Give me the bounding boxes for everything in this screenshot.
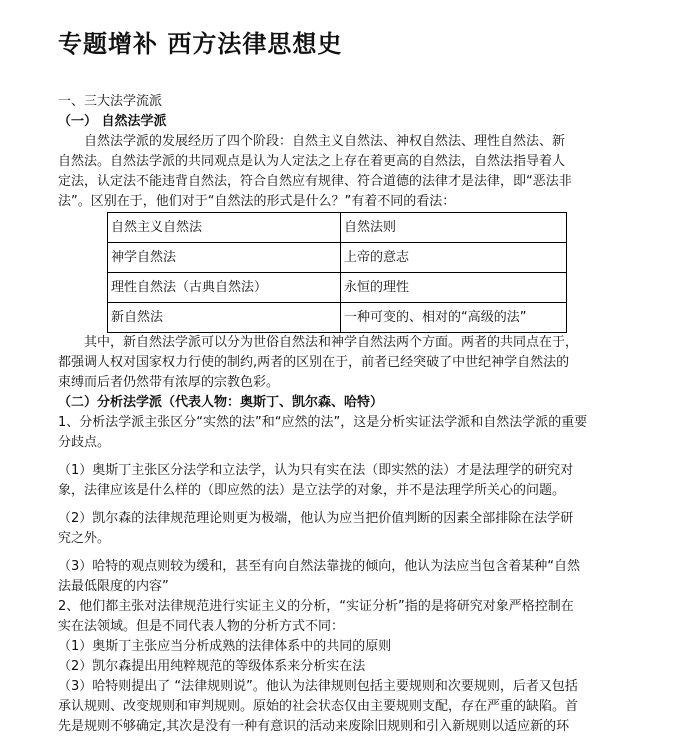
table-cell: 理性自然法（古典自然法） bbox=[108, 273, 341, 303]
subsection-heading-analytical-law: （二）分析法学派（代表人物：奥斯丁、凯尔森、哈特） bbox=[58, 395, 384, 410]
paragraph-line: （3）哈特的观点则较为缓和，甚至有向自然法靠拢的倾向，他认为法应当包含着某种“自然 bbox=[58, 559, 581, 574]
paragraph-line: 承认规则、改变规则和审判规则。原始的社会状态仅由主要规则支配，存在严重的缺陷。首 bbox=[58, 699, 579, 714]
list-item bbox=[58, 557, 620, 597]
list-item bbox=[58, 509, 620, 549]
page-title: 专题增补 西方法律思想史 bbox=[58, 30, 343, 58]
paragraph-line: 分歧点。 bbox=[58, 435, 111, 450]
table-row bbox=[108, 243, 567, 273]
natural-law-paragraph bbox=[58, 132, 620, 212]
list-item bbox=[58, 461, 620, 501]
paragraph-line: 实在法领域。但是不同代表人物的分析方式不同： bbox=[58, 619, 345, 634]
table-row bbox=[108, 303, 567, 333]
paragraph-line: 象，法律应该是什么样的（即应然的法）是立法学的对象，并不是法理学所关心的问题。 bbox=[58, 483, 566, 498]
section-heading: 一、三大法学流派 bbox=[58, 94, 163, 109]
paragraph-line: 其中，新自然法学派可以分为世俗自然法和神学自然法两个方面。两者的共同点在于， bbox=[84, 335, 579, 350]
paragraph-line: （1）奥斯丁主张区分法学和立法学，认为只有实在法（即实然的法）才是法理学的研究对 bbox=[58, 463, 574, 478]
natural-law-comparison-table bbox=[107, 212, 567, 333]
table-cell: 新自然法 bbox=[108, 303, 341, 333]
document-body bbox=[58, 92, 620, 737]
list-item: （1）奥斯丁主张应当分析成熟的法律体系中的共同的原则 bbox=[58, 639, 392, 654]
table-cell: 神学自然法 bbox=[108, 243, 341, 273]
table-cell: 永恒的理性 bbox=[341, 273, 567, 303]
list-item: （2）凯尔森提出用纯粹规范的等级体系来分析实在法 bbox=[58, 659, 366, 674]
paragraph-line: 究之外。 bbox=[58, 531, 111, 546]
table-cell: 自然主义自然法 bbox=[108, 213, 341, 243]
paragraph-line: 自然法。自然法学派的共同观点是认为人定法之上存在着更高的自然法，自然法指导着人 bbox=[58, 154, 566, 169]
table-row bbox=[108, 273, 567, 303]
paragraph-line: 法”。区别在于，他们对于“自然法的形式是什么？”有着不同的看法： bbox=[58, 194, 456, 209]
paragraph-line: （2）凯尔森的法律规范理论则更为极端，他认为应当把价值判断的因素全部排除在法学研 bbox=[58, 511, 574, 526]
paragraph-line: 1、分析法学派主张区分“实然的法”和“应然的法”，这是分析实证法学派和自然法学派的重要 bbox=[58, 415, 588, 430]
paragraph-line: 2、他们都主张对法律规范进行实证主义的分析，“实证分析”指的是将研究对象严格控制在 bbox=[58, 599, 574, 614]
subsection-heading-natural-law: （一） 自然法学派 bbox=[58, 114, 167, 129]
list-item bbox=[58, 677, 620, 737]
paragraph-line: （3）哈特则提出了 “法律规则说”。他认为法律规则包括主要规则和次要规则，后者又包括 bbox=[58, 679, 578, 694]
analytical-point-1 bbox=[58, 413, 620, 453]
paragraph-line: 定法，认定法不能违背自然法，符合自然应有规律、符合道德的法律才是法律，即“恶法非 bbox=[58, 174, 572, 189]
table-row bbox=[108, 213, 567, 243]
paragraph-line: 都强调人权对国家权力行使的制约,两者的区别在于，前者已经突破了中世纪神学自然法的 bbox=[58, 355, 570, 370]
table-cell: 自然法则 bbox=[341, 213, 567, 243]
table-cell: 一种可变的、相对的“高级的法” bbox=[341, 303, 567, 333]
new-natural-law-paragraph bbox=[58, 333, 620, 393]
analytical-point-2 bbox=[58, 597, 620, 637]
paragraph-line: 先是规则不够确定,其次是没有一种有意识的活动来废除旧规则和引入新规则以适应新的环 bbox=[58, 719, 570, 734]
paragraph-line: 法最低限度的内容” bbox=[58, 579, 169, 594]
paragraph-line: 自然法学派的发展经历了四个阶段：自然主义自然法、神权自然法、理性自然法、新 bbox=[84, 134, 566, 149]
table-cell: 上帝的意志 bbox=[341, 243, 567, 273]
paragraph-line: 束缚而后者仍然带有浓厚的宗教色彩。 bbox=[58, 375, 280, 390]
